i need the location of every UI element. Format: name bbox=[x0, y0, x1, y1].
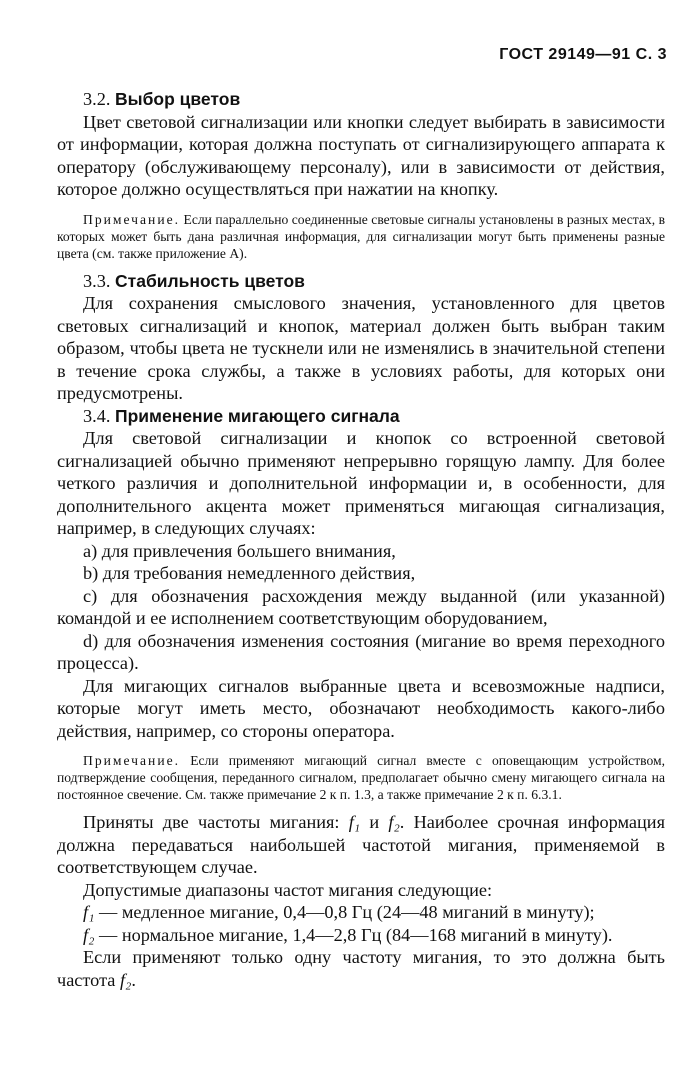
paragraph bbox=[57, 946, 665, 991]
symbol-f2: f₂ bbox=[83, 924, 95, 945]
text-run: — медленное мигание, 0,4—0,8 Гц (24—48 миганий в минуту); bbox=[94, 902, 595, 922]
paragraph bbox=[57, 811, 665, 879]
frequency-item bbox=[57, 924, 665, 947]
section-heading-3-4 bbox=[57, 405, 665, 428]
text-run: . Наиболее срочная информация должна передаваться наибольшей частотой мигания, применяемой в соответствующем случае. bbox=[57, 812, 666, 877]
section-heading-3-2 bbox=[57, 88, 665, 111]
section-heading-3-3 bbox=[57, 270, 665, 293]
list-item: d) для обозначения изменения состояния (мигание во время переходного процесса). bbox=[57, 630, 665, 673]
paragraph: Цвет световой сигнализации или кнопки следует выбирать в зависимости от информации, которая должна поступать от сигнализирующего аппарата к оператору (обслуживающему персоналу), или в зависимости от действия, которое должно осуществляться при нажатии на кнопку. bbox=[57, 111, 665, 199]
list-item: c) для обозначения расхождения между выданной (или указанной) командой и ее исполнением соответствующим оборудованием, bbox=[57, 585, 665, 628]
paragraph: Для сохранения смыслового значения, установленного для цветов световых сигнализаций и кнопок, материал должен быть выбран таким образом, чтобы цвета не тускнели или не изменялись в значительной степени в течение срока службы, а также в условиях работы, для которых они предусмотрены. bbox=[57, 293, 665, 403]
section-title: Выбор цветов bbox=[115, 89, 241, 109]
page-content bbox=[57, 88, 665, 991]
paragraph: Допустимые диапазоны частот мигания следующие: bbox=[83, 879, 493, 900]
text-run: Если применяют только одну частоту мигания, то это должна быть частота bbox=[57, 947, 665, 990]
paragraph: Для мигающих сигналов выбранные цвета и всевозможные надписи, которые могут иметь место, обозначают необходимость какого-либо действия, например, со стороны оператора. bbox=[57, 675, 665, 741]
text-run: . bbox=[131, 969, 136, 990]
symbol-f2: f₂ bbox=[388, 812, 400, 832]
text-run: — нормальное мигание, 1,4—2,8 Гц (84—168 миганий в минуту). bbox=[94, 924, 613, 945]
section-title: Стабильность цветов bbox=[115, 270, 305, 291]
page-header: ГОСТ 29149—91 С. 3 bbox=[499, 46, 667, 63]
symbol-f2: f₂ bbox=[119, 969, 132, 990]
symbol-f1: f₁ bbox=[348, 812, 361, 832]
symbol-f1: f₁ bbox=[83, 902, 95, 922]
section-number: 3.2. bbox=[83, 89, 111, 109]
note-label: Примечание. bbox=[83, 753, 181, 768]
note-label: Примечание. bbox=[83, 211, 181, 227]
section-number: 3.4. bbox=[83, 405, 111, 426]
section-number: 3.3. bbox=[83, 270, 111, 291]
paragraph: Для световой сигнализации и кнопок со встроенной световой сигнализацией обычно применяют непрерывно горящую лампу. Для более четкого различия и дополнительной информации и, в особенности, для дополнительного акцента может применяться мигающая сигнализация, например, в следующих случаях: bbox=[57, 428, 665, 538]
note bbox=[57, 752, 665, 803]
text-run: и bbox=[360, 812, 389, 832]
note-text: Если параллельно соединенные световые сигналы установлены в разных местах, в которых может быть дана различная информация, для сигнализации могут быть применены разные цвета (см. также приложение А). bbox=[57, 211, 665, 261]
list-item: b) для требования немедленного действия, bbox=[83, 563, 416, 583]
frequency-item bbox=[57, 901, 665, 924]
note-text: Если применяют мигающий сигнал вместе с оповещающим устройством, подтверждение сообщения, переданного сигналом, предполагает обычно смену мигающего сигнала на постоянное свечение. См. также примечание 2 к п. 1.3, а также примечание 2 к п. 6.3.1. bbox=[57, 753, 666, 802]
text-run: Приняты две частоты мигания: bbox=[83, 812, 349, 832]
note bbox=[57, 211, 665, 262]
section-title: Применение мигающего сигнала bbox=[115, 405, 400, 426]
list-item: а) для привлечения большего внимания, bbox=[83, 540, 396, 561]
